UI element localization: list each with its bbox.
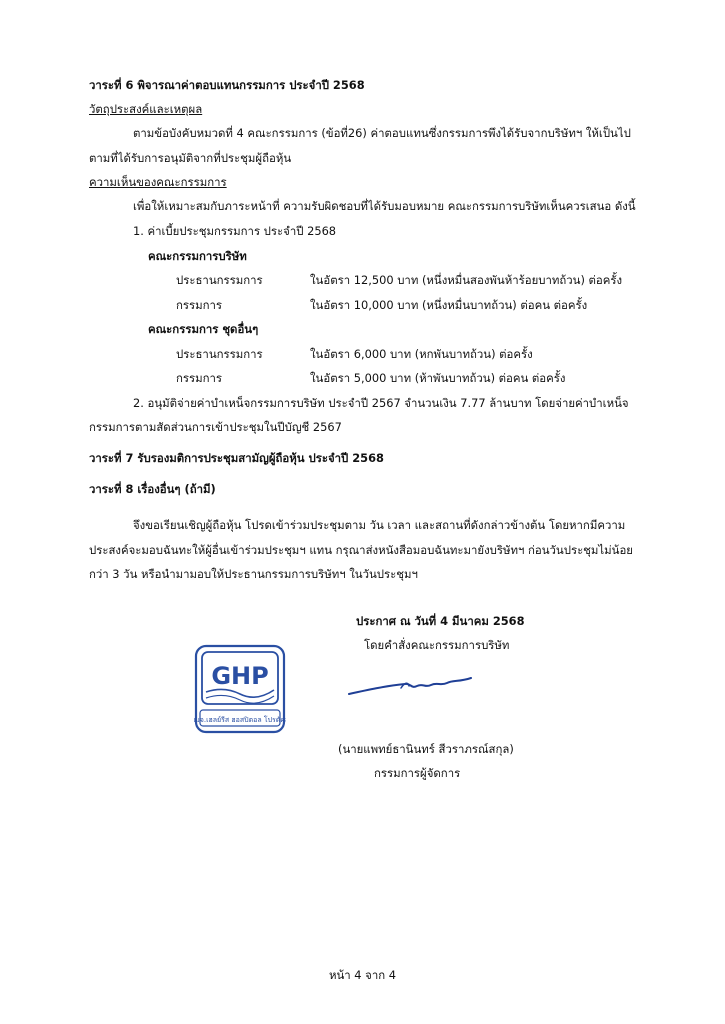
other-row-chair-rate: ในอัตรา 6,000 บาท (หกพันบาทถ้วน) ต่อครั้ง: [310, 347, 533, 361]
signer-title: กรรมการผู้จัดการ: [374, 766, 461, 780]
board-row-director-role: กรรมการ: [176, 298, 223, 312]
board-row-chair-rate: ในอัตรา 12,500 บาท (หนึ่งหมื่นสองพันห้าร้อยบาทถ้วน) ต่อครั้ง: [310, 273, 623, 287]
objective-line-1: ตามข้อบังคับหมวดที่ 4 คณะกรรมการ (ข้อที่26) ค่าตอบแทนซึ่งกรรมการพึงได้รับจากบริษัทฯ ให้เป็นไป: [133, 126, 631, 140]
invitation-line-2: ประสงค์จะมอบฉันทะให้ผู้อื่นเข้าร่วมประชุมฯ แทน กรุณาส่งหนังสือมอบฉันทะมายังบริษัทฯ ก่อนวันประชุมไม่น้อย: [89, 543, 633, 557]
board-row-chair-role: ประธานกรรมการ: [176, 273, 263, 287]
agenda7-title: วาระที่ 7 รับรองมติการประชุมสามัญผู้ถือหุ้น ประจำปี 2568: [89, 451, 384, 465]
by-order-of-board: โดยคำสั่งคณะกรรมการบริษัท: [364, 638, 510, 652]
announcement-date: ประกาศ ณ วันที่ 4 มีนาคม 2568: [356, 614, 525, 628]
invitation-line-3: กว่า 3 วัน หรือนำมามอบให้ประธานกรรมการบริษัทฯ ในวันประชุมฯ: [89, 567, 418, 581]
invitation-line-1: จึงขอเรียนเชิญผู้ถือหุ้น โปรดเข้าร่วมประชุมตาม วัน เวลา และสถานที่ดังกล่าวข้างต้น โดยหากมีความ: [133, 518, 626, 532]
agenda6-title: วาระที่ 6 พิจารณาค่าตอบแทนกรรมการ ประจำปี 2568: [89, 78, 365, 92]
board-heading: คณะกรรมการบริษัท: [148, 249, 247, 263]
agenda8-title: วาระที่ 8 เรื่องอื่นๆ (ถ้ามี): [89, 482, 216, 496]
other-committee-heading: คณะกรรมการ ชุดอื่นๆ: [148, 322, 259, 336]
other-row-chair-role: ประธานกรรมการ: [176, 347, 263, 361]
item-2-line-1: 2. อนุมัติจ่ายค่าบำเหน็จกรรมการบริษัท ประจำปี 2567 จำนวนเงิน 7.77 ล้านบาท โดยจ่ายค่าบำเหน็จ: [133, 396, 629, 410]
stamp-logo-text: GHP: [211, 662, 269, 690]
opinion-line: เพื่อให้เหมาะสมกับภาระหน้าที่ ความรับผิดชอบที่ได้รับมอบหมาย คณะกรรมการบริษัทเห็นควรเสนอ ดังนี้: [133, 199, 636, 213]
objective-heading: วัตถุประสงค์และเหตุผล: [89, 102, 203, 116]
signer-name: (นายแพทย์ธานินทร์ สีวราภรณ์สกุล): [338, 742, 514, 756]
item-2-line-2: กรรมการตามสัดส่วนการเข้าประชุมในปีบัญชี 2567: [89, 420, 342, 434]
other-row-director-role: กรรมการ: [176, 371, 223, 385]
opinion-heading: ความเห็นของคณะกรรมการ: [89, 175, 227, 189]
signature-icon: [345, 664, 475, 704]
board-row-director-rate: ในอัตรา 10,000 บาท (หนึ่งหมื่นบาทถ้วน) ต่อคน ต่อครั้ง: [310, 298, 588, 312]
stamp-company-text: บมจ.เฮลย์รีส ฮอสปิตอล โปรดัคส์: [194, 716, 286, 724]
ghp-logo-icon: [194, 644, 286, 734]
other-row-director-rate: ในอัตรา 5,000 บาท (ห้าพันบาทถ้วน) ต่อคน ต่อครั้ง: [310, 371, 566, 385]
item-1: 1. ค่าเบี้ยประชุมกรรมการ ประจำปี 2568: [133, 224, 337, 238]
page-number: หน้า 4 จาก 4: [328, 968, 396, 982]
company-stamp: [194, 644, 286, 734]
objective-line-2: ตามที่ได้รับการอนุมัติจากที่ประชุมผู้ถือหุ้น: [89, 151, 292, 165]
